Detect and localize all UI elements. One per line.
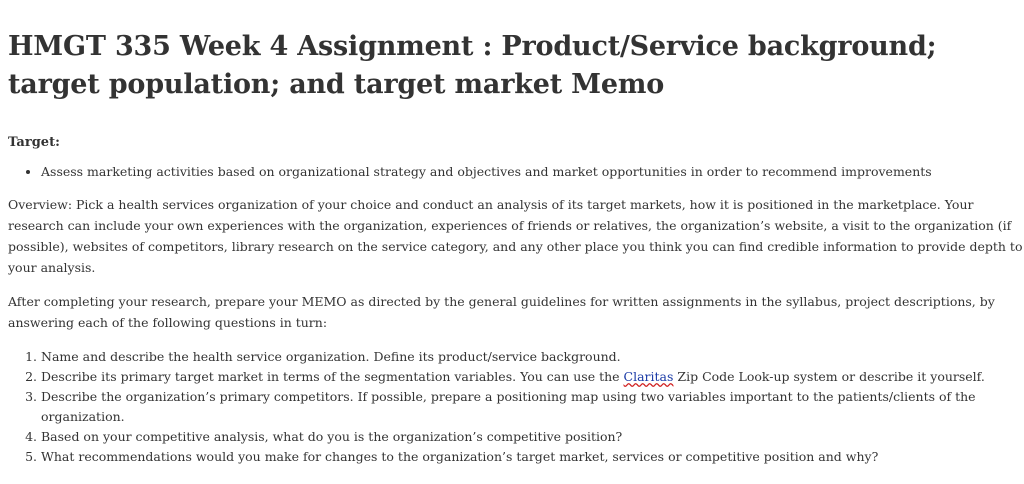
questions-list [8, 347, 1024, 467]
question-item: 1. Name and describe the health service organization. Define its product/service background. [41, 347, 1024, 367]
question-text: Zip Code Look-up system or describe it yourself. [673, 369, 985, 384]
instructions-paragraph: After completing your research, prepare your MEMO as directed by the general guidelines for written assignments in the syllabus, project descriptions, by answering each of the following questions in turn: [8, 294, 995, 330]
target-item: • Assess marketing activities based on organizational strategy and objectives and market opportunities in order to recommend improvements [41, 163, 1024, 181]
question-item: 5. What recommendations would you make for changes to the organization’s target market, services or competitive position and why? [41, 447, 1024, 467]
question-item: 4. Based on your competitive analysis, what do you is the organization’s competitive position? [41, 427, 1024, 447]
target-list [8, 163, 1024, 181]
page-title: HMGT 335 Week 4 Assignment : Product/Service background; target population; and target market Memo [8, 31, 937, 100]
claritas-link[interactable]: Claritas [623, 369, 674, 384]
overview-paragraph: Overview: Pick a health services organization of your choice and conduct an analysis of its target markets, how it is positioned in the marketplace. Your research can include your own experiences with the organization, experiences of friends or relatives, the organization’s website, a visit to the organization (if possible), websites of competitors, library research on the service category, and any other place you think you can find credible information to provide depth to your analysis. [8, 197, 1023, 275]
question-text: Describe its primary target market in terms of the segmentation variables. You can use the [41, 369, 624, 384]
assignment-page [0, 28, 1024, 484]
question-item: 3. Describe the organization’s primary competitors. If possible, prepare a positioning map using two variables important to the patients/clients of the organization. [41, 387, 1024, 427]
question-item [41, 367, 1024, 387]
target-label: Target: [8, 135, 60, 150]
